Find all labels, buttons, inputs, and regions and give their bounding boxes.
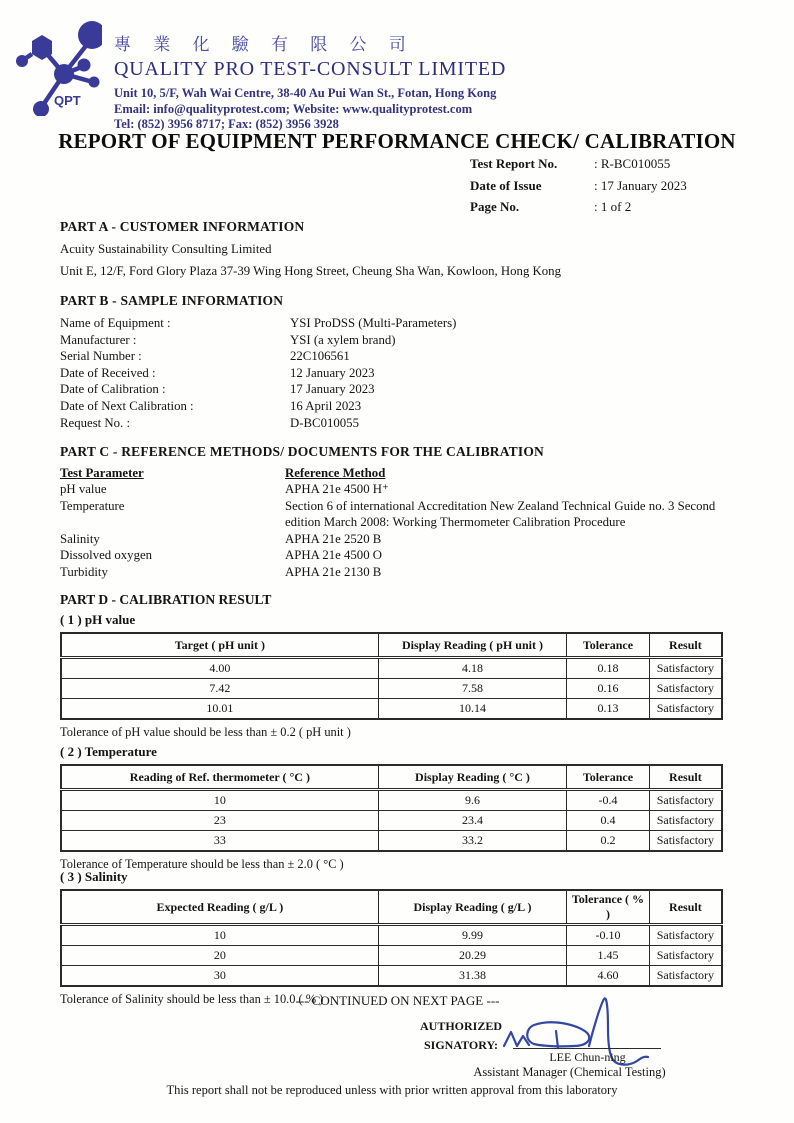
test-parameter-header: Test Parameter (60, 466, 144, 480)
date-next-calibration-value: 16 April 2023 (290, 398, 362, 413)
parameter-ph: pH value (60, 482, 107, 496)
col-tolerance: Tolerance (567, 633, 650, 658)
cell: 0.2 (567, 831, 650, 852)
reference-method-header-row (60, 466, 738, 481)
reference-method-header: Reference Method (285, 466, 386, 480)
cell: 30 (61, 966, 378, 987)
report-title: REPORT OF EQUIPMENT PERFORMANCE CHECK/ CALIBRATION (58, 129, 736, 153)
cell: 7.42 (61, 679, 378, 699)
serial-number-label: Serial Number : (60, 349, 142, 364)
cell: Satisfactory (649, 925, 722, 946)
cell: 9.6 (378, 790, 566, 811)
date-calibration-row (60, 381, 738, 398)
request-number-label: Request No. : (60, 415, 131, 430)
cell: Satisfactory (649, 658, 722, 679)
cell: 23.4 (378, 811, 566, 831)
report-number-value: : R-BC010055 (594, 156, 671, 171)
salinity-result-table (60, 889, 723, 987)
table-row (61, 831, 722, 852)
brand-text-block (114, 14, 506, 133)
cell: 4.18 (378, 658, 566, 679)
sample-info-rows (60, 315, 738, 431)
cell: 33 (61, 831, 378, 852)
request-number-value: D-BC010055 (290, 415, 359, 430)
dissolved-oxygen-method-row (60, 547, 738, 564)
date-next-calibration-label: Date of Next Calibration : (60, 398, 194, 413)
table-row (61, 946, 722, 966)
report-disclaimer: This report shall not be reproduced unless with prior written approval from this laboratory (166, 1083, 618, 1097)
col-tolerance: Tolerance (567, 765, 650, 790)
method-turbidity: APHA 21e 2130 B (285, 564, 382, 579)
company-name-chinese: 專 業 化 驗 有 限 公 司 (114, 35, 415, 54)
table-row (61, 658, 722, 679)
parameter-dissolved-oxygen: Dissolved oxygen (60, 548, 153, 563)
date-calibration-value: 17 January 2023 (290, 382, 375, 397)
temperature-tolerance-note: Tolerance of Temperature should be less than ± 2.0 ( °C ) (60, 857, 344, 871)
table-row (61, 811, 722, 831)
cell: 10.14 (378, 699, 566, 720)
date-received-row (60, 365, 738, 382)
temperature-method-row (60, 498, 738, 531)
temperature-result-table (60, 764, 723, 852)
cell: 9.99 (378, 925, 566, 946)
company-name-english: QUALITY PRO TEST-CONSULT LIMITED (114, 58, 507, 80)
serial-number-value: 22C106561 (290, 349, 350, 364)
col-display-reading: Display Reading ( g/L ) (378, 890, 566, 925)
parameter-temperature: Temperature (60, 498, 125, 513)
col-display-reading: Display Reading ( °C ) (378, 765, 566, 790)
cell: Satisfactory (649, 966, 722, 987)
report-number-row (470, 153, 687, 175)
parameter-salinity: Salinity (60, 531, 100, 546)
signatory-name: LEE Chun-ning (549, 1050, 626, 1064)
cell: Satisfactory (649, 679, 722, 699)
turbidity-method-row (60, 564, 738, 581)
manufacturer-label: Manufacturer : (60, 332, 137, 347)
company-tel-fax: Tel: (852) 3956 8717; Fax: (852) 3956 3928 (114, 117, 339, 131)
col-result: Result (649, 633, 722, 658)
authorized-word: AUTHORIZED (419, 1019, 502, 1033)
table-row (61, 790, 722, 811)
date-received-value: 12 January 2023 (290, 365, 375, 380)
page-number-value: : 1 of 2 (594, 199, 632, 214)
cell: 10.01 (61, 699, 378, 720)
date-of-issue-label: Date of Issue (470, 177, 542, 193)
letterhead (14, 14, 506, 133)
company-email-website: Email: info@qualityprotest.com; Website: www.qualityprotest.com (114, 101, 473, 116)
serial-number-row (60, 348, 738, 365)
method-salinity: APHA 21e 2520 B (285, 531, 382, 546)
cell: 0.13 (567, 699, 650, 720)
temperature-section-title: ( 2 ) Temperature (60, 744, 157, 759)
equipment-name-label: Name of Equipment : (60, 316, 171, 330)
page-number-row (470, 196, 687, 218)
col-ref-thermometer: Reading of Ref. thermometer ( °C ) (61, 765, 378, 790)
part-c-heading: PART C - REFERENCE METHODS/ DOCUMENTS FOR THE CALIBRATION (60, 444, 544, 459)
customer-name: Acuity Sustainability Consulting Limited (60, 242, 272, 256)
cell: 0.16 (567, 679, 650, 699)
salinity-section-title: ( 3 ) Salinity (60, 869, 128, 884)
continued-on-next-page: --- CONTINUED ON NEXT PAGE --- (295, 993, 500, 1008)
salinity-tolerance-note: Tolerance of Salinity should be less than ± 10.0 ( % ) (60, 992, 324, 1006)
cell: 10 (61, 925, 378, 946)
method-dissolved-oxygen: APHA 21e 4500 O (285, 548, 383, 563)
request-number-row (60, 415, 738, 432)
authorized-signatory-label (416, 1017, 506, 1055)
table-row (61, 679, 722, 699)
logo-qpt-text: QPT (54, 93, 81, 108)
signature-line (513, 1048, 661, 1049)
date-next-calibration-row (60, 398, 738, 415)
customer-details (60, 239, 738, 282)
part-b-sample-information (60, 293, 738, 431)
ph-table-header-row (61, 633, 722, 658)
col-result: Result (649, 765, 722, 790)
cell: 0.18 (567, 658, 650, 679)
col-tolerance-pct: Tolerance ( % ) (567, 890, 650, 925)
company-address: Unit 10, 5/F, Wah Wai Centre, 38-40 Au Pui Wan St., Fotan, Hong Kong (114, 86, 497, 100)
temperature-table-header-row (61, 765, 722, 790)
manufacturer-value: YSI (a xylem brand) (290, 332, 396, 347)
equipment-name-row (60, 315, 738, 332)
table-row (61, 966, 722, 987)
table-row (61, 925, 722, 946)
col-result: Result (649, 890, 722, 925)
date-of-issue-value: : 17 January 2023 (594, 177, 687, 193)
report-info-block (470, 153, 687, 218)
cell: Satisfactory (649, 699, 722, 720)
date-received-label: Date of Received : (60, 365, 156, 380)
col-display-reading: Display Reading ( pH unit ) (378, 633, 566, 658)
page-number-label: Page No. (470, 199, 520, 214)
salinity-method-row (60, 531, 738, 548)
cell: -0.10 (567, 925, 650, 946)
cell: Satisfactory (649, 831, 722, 852)
ph-result-table (60, 632, 723, 720)
cell: 7.58 (378, 679, 566, 699)
cell: Satisfactory (649, 811, 722, 831)
ph-calibration-section (60, 612, 723, 740)
part-c-reference-methods (60, 444, 738, 581)
cell: 20.29 (378, 946, 566, 966)
manufacturer-row (60, 332, 738, 349)
cell: -0.4 (567, 790, 650, 811)
customer-address: Unit E, 12/F, Ford Glory Plaza 37-39 Wing Hong Street, Cheung Sha Wan, Kowloon, Hong Kong (60, 263, 561, 278)
ph-tolerance-note: Tolerance of pH value should be less than ± 0.2 ( pH unit ) (60, 725, 351, 739)
cell: 23 (61, 811, 378, 831)
date-of-issue-row (470, 175, 687, 197)
ph-method-row (60, 481, 738, 498)
cell: 20 (61, 946, 378, 966)
method-temperature: Section 6 of international Accreditation New Zealand Technical Guide no. 3 Second edition March 2008: Working Thermometer Calibration Procedure (285, 498, 716, 530)
cell: 4.00 (61, 658, 378, 679)
col-expected-reading: Expected Reading ( g/L ) (61, 890, 378, 925)
cell: Satisfactory (649, 790, 722, 811)
cell: 33.2 (378, 831, 566, 852)
signatory-word: SIGNATORY: (423, 1038, 499, 1052)
company-molecule-logo-icon (14, 14, 102, 116)
ph-section-title: ( 1 ) pH value (60, 612, 136, 627)
date-calibration-label: Date of Calibration : (60, 382, 166, 397)
col-target: Target ( pH unit ) (61, 633, 378, 658)
cell: 0.4 (567, 811, 650, 831)
cell: 4.60 (567, 966, 650, 987)
temperature-calibration-section (60, 744, 723, 872)
cell: Satisfactory (649, 946, 722, 966)
part-d-heading: PART D - CALIBRATION RESULT (60, 592, 272, 607)
part-a-heading: PART A - CUSTOMER INFORMATION (60, 219, 305, 234)
cell: 1.45 (567, 946, 650, 966)
method-ph: APHA 21e 4500 H⁺ (285, 482, 389, 496)
part-b-heading: PART B - SAMPLE INFORMATION (60, 293, 284, 308)
part-a-customer-information (60, 219, 738, 282)
table-row (61, 699, 722, 720)
cell: 31.38 (378, 966, 566, 987)
cell: 10 (61, 790, 378, 811)
report-number-label: Test Report No. (470, 156, 558, 171)
parameter-turbidity: Turbidity (60, 564, 108, 579)
salinity-table-header-row (61, 890, 722, 925)
signatory-title: Assistant Manager (Chemical Testing) (473, 1065, 666, 1079)
equipment-name-value: YSI ProDSS (Multi-Parameters) (290, 316, 457, 330)
